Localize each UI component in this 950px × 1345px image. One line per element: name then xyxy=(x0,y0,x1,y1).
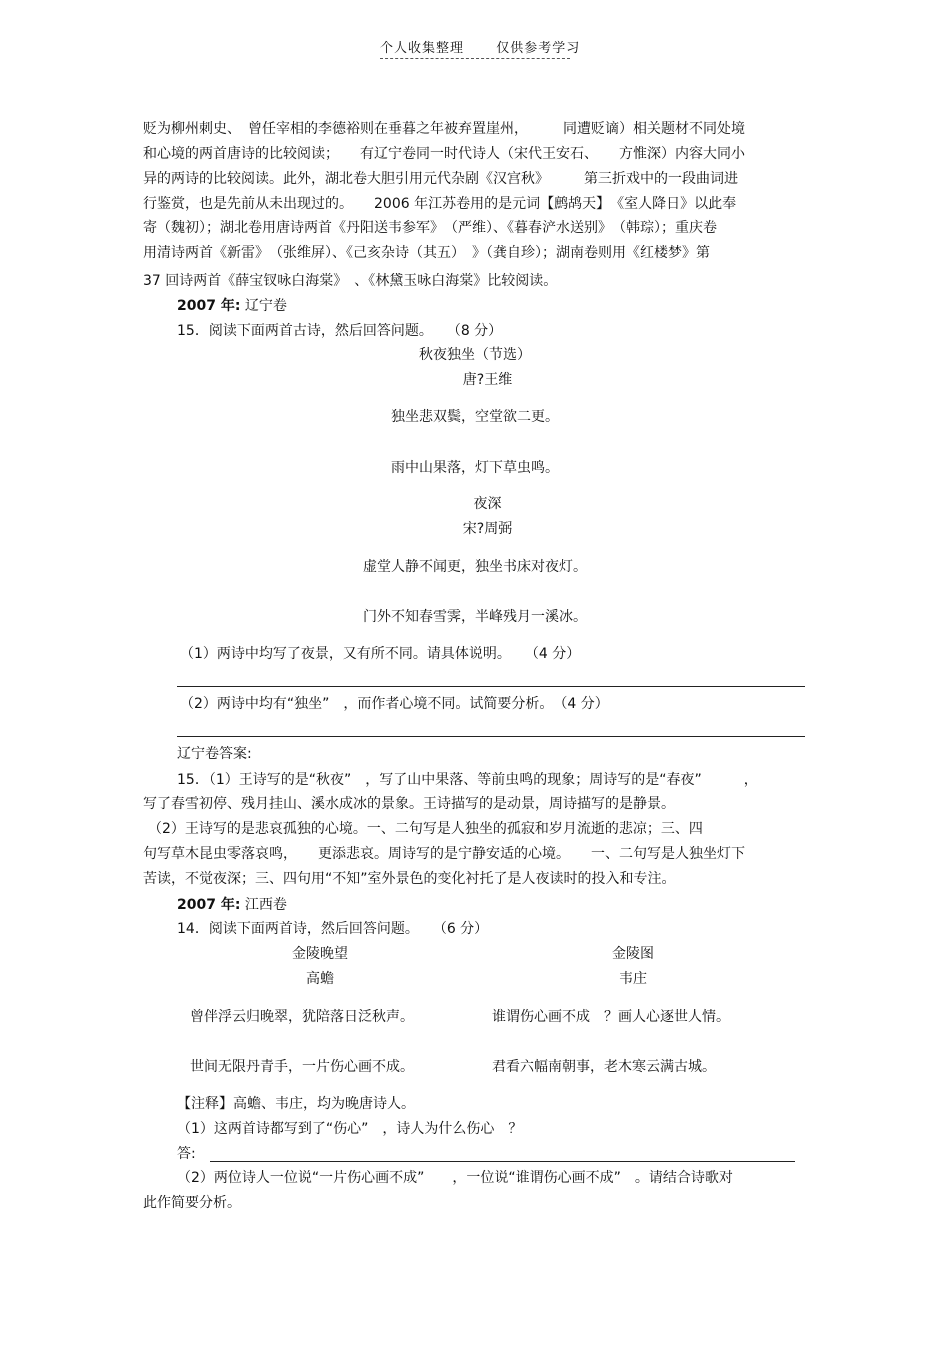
intro-line: 37 回诗两首《薛宝钗咏白海棠》 、《林黛玉咏白海棠》比较阅读。 xyxy=(143,273,558,289)
sub-question-1: （1）两诗中均写了夜景，又有所不同。请具体说明。 （4 分） xyxy=(180,646,581,662)
poem-line: 虚堂人静不闻更，独坐书床对夜灯。 xyxy=(363,559,587,575)
question-15: 15．阅读下面两首古诗，然后回答问题。 （8 分） xyxy=(177,323,503,339)
poem-author: 高蟾 xyxy=(306,971,334,987)
sub-question-2-cont: 此作简要分析。 xyxy=(143,1195,241,1211)
answer-line[interactable] xyxy=(210,1161,795,1162)
poem-author: 韦庄 xyxy=(619,971,647,987)
poem-title: 秋夜独坐（节选） xyxy=(419,347,531,363)
year-label: 2007 年: xyxy=(177,897,241,913)
annotation-note: 【注释】高蟾、韦庄，均为晚唐诗人。 xyxy=(177,1096,415,1112)
poem-line: 君看六幅南朝事，老木寒云满古城。 xyxy=(492,1059,716,1075)
poem-line: 谁谓伤心画不成 ？画人心逐世人情。 xyxy=(492,1009,730,1025)
answer-label: 辽宁卷答案: xyxy=(177,746,252,762)
poem-title: 金陵图 xyxy=(612,946,654,962)
answer-line[interactable] xyxy=(177,686,805,687)
answer-line-text: 苦读，不觉夜深；三、四句用“不知”室外景色的变化衬托了是人夜读时的投入和专注。 xyxy=(143,871,676,887)
intro-line: 用清诗两首《新雷》 （张维屏）、《己亥杂诗（其五） 》（龚自珍）；湖南卷则用《红楼梦》第 xyxy=(143,245,710,261)
answer-line-text: （2）王诗写的是悲哀孤独的心境。一、二句写是人独坐的孤寂和岁月流逝的悲凉；三、四 xyxy=(148,821,703,837)
intro-line: 寄（魏初）；湖北卷用唐诗两首《丹阳送韦参军》 （严维）、《暮春浐水送别》 （韩琮）；重庆卷 xyxy=(143,220,717,236)
sub-question-2: （2）两位诗人一位说“一片伤心画不成” ，一位说“谁谓伤心画不成” 。请结合诗歌对 xyxy=(177,1170,733,1186)
intro-line: 行鉴赏，也是先前从未出现过的。 2006 年江苏卷用的是元词【鹧鸪天】 《室人降日》以此奉 xyxy=(143,196,737,212)
year-label: 2007 年: xyxy=(177,298,241,314)
poem-line: 曾伴浮云归晚翠，犹陪落日泛秋声。 xyxy=(190,1009,414,1025)
page-header xyxy=(380,40,580,58)
answer-line[interactable] xyxy=(177,736,805,737)
question-14: 14．阅读下面两首诗，然后回答问题。 （6 分） xyxy=(177,921,489,937)
liaoning-heading xyxy=(177,297,287,315)
poem-line: 门外不知春雪霁，半峰残月一溪冰。 xyxy=(363,609,587,625)
header-right: 仅供参考学习 xyxy=(496,41,581,56)
answer-prefix: 答: xyxy=(177,1146,196,1162)
poem-author: 宋?周弼 xyxy=(462,521,513,537)
sub-question-2: （2）两诗中均有“独坐” ，而作者心境不同。试简要分析。 （4 分） xyxy=(180,696,609,712)
poem-title: 夜深 xyxy=(473,496,502,512)
poem-author: 唐?王维 xyxy=(462,372,513,388)
intro-line: 贬为柳州刺史、 曾任宰相的李德裕则在垂暮之年被弃置崖州， 同遭贬谪）相关题材不同处境 xyxy=(143,121,745,137)
sub-question-1: （1）这两首诗都写到了“伤心” ，诗人为什么伤心 ？ xyxy=(177,1121,523,1137)
header-left: 个人收集整理 xyxy=(380,41,465,56)
intro-line: 异的两诗的比较阅读。此外，湖北卷大胆引用元代杂剧《汉宫秋》 第三折戏中的一段曲词进 xyxy=(143,171,738,187)
answer-line-text: 写了春雪初停、残月挂山、溪水成冰的景象。王诗描写的是动景，周诗描写的是静景。 xyxy=(143,796,675,812)
poem-line: 独坐悲双鬓，空堂欲二更。 xyxy=(391,409,559,425)
poem-line: 世间无限丹青手，一片伤心画不成。 xyxy=(190,1059,414,1075)
intro-line: 和心境的两首唐诗的比较阅读； 有辽宁卷同一时代诗人（宋代王安石、 方惟深）内容大同小 xyxy=(143,146,745,162)
jiangxi-heading xyxy=(177,896,287,914)
paper-name: 辽宁卷 xyxy=(244,298,287,314)
answer-line-text: 句写草木昆虫零落哀鸣， 更添悲哀。周诗写的是宁静安适的心境。 一、二句写是人独坐灯下 xyxy=(143,846,745,862)
poem-title: 金陵晚望 xyxy=(292,946,348,962)
paper-name: 江西卷 xyxy=(244,897,287,913)
answer-line-text: 15．（1）王诗写的是“秋夜” ，写了山中果落、等前虫鸣的现象；周诗写的是“春夜” ， xyxy=(177,772,758,788)
poem-line: 雨中山果落，灯下草虫鸣。 xyxy=(391,460,559,476)
header-divider xyxy=(380,58,570,59)
